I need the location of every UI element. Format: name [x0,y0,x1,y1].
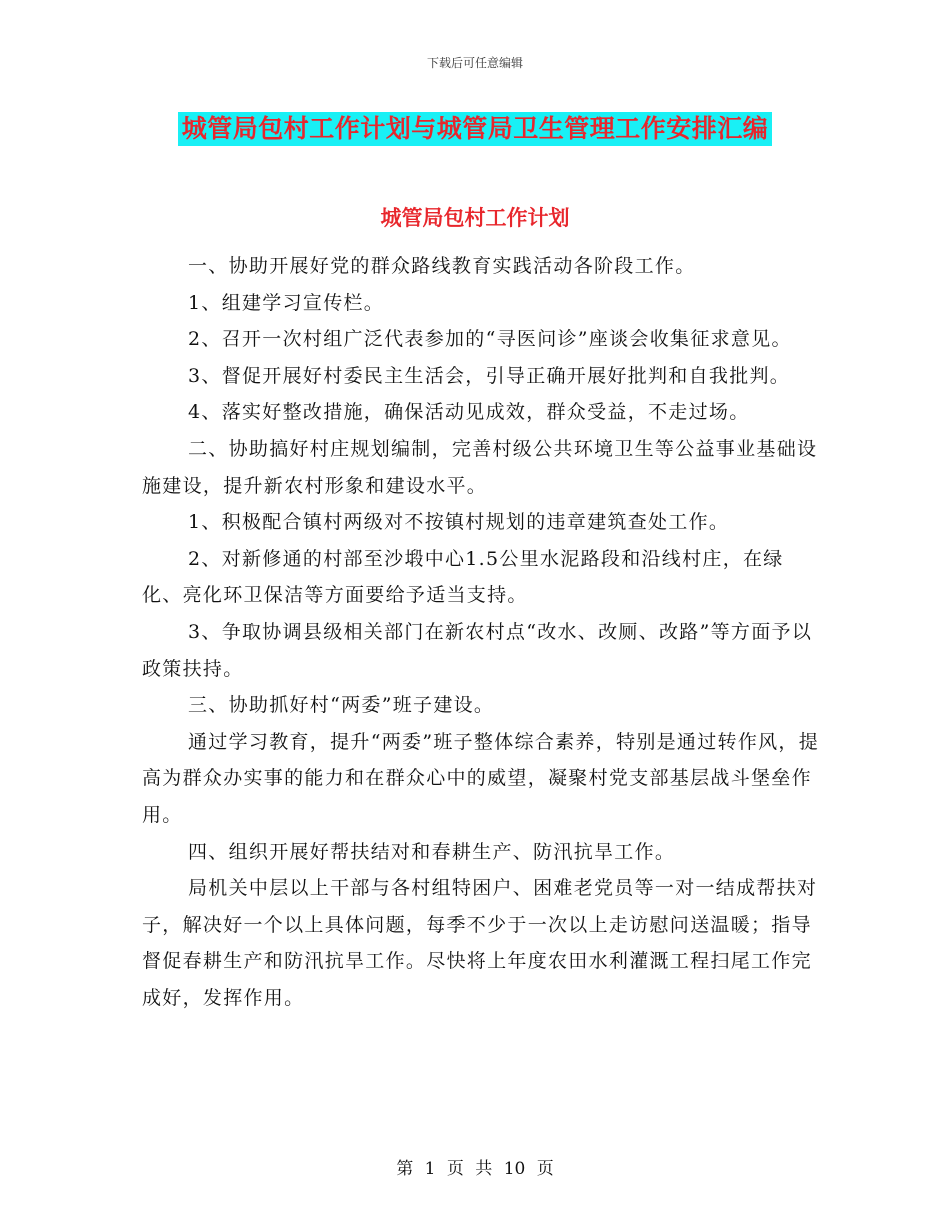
document-title-container [0,112,950,146]
document-title: 城管局包村工作计划与城管局卫生管理工作安排汇编 [178,112,773,146]
paragraph: 一、协助开展好党的群众路线教育实践活动各阶段工作。 [188,255,696,277]
paragraph: 3、督促开展好村委民主生活会，引导正确开展好批判和自我批判。 [188,364,791,387]
paragraph: 3、争取协调县级相关部门在新农村点“改水、改厕、改路”等方面予以政策扶持。 [142,620,813,680]
paragraph: 通过学习教育，提升“两委”班子整体综合素养，特别是通过转作风，提高为群众办实事的能力和在群众心中的威望，凝聚村党支部基层战斗堡垒作用。 [142,730,820,826]
paragraph: 二、协助搞好村庄规划编制，完善村级公共环境卫生等公益事业基础设施建设，提升新农村形象和建设水平。 [142,437,818,497]
header-note: 下载后可任意编辑 [426,56,523,70]
paragraph: 三、协助抓好村“两委”班子建设。 [188,694,495,717]
section-title: 城管局包村工作计划 [380,206,570,230]
paragraph: 四、组织开展好帮扶结对和春耕生产、防汛抗旱工作。 [188,840,676,863]
document-body [142,248,822,1016]
paragraph: 局机关中层以上干部与各村组特困户、困难老党员等一对一结成帮扶对子，解决好一个以上具体问题，每季不少于一次以上走访慰问送温暖；指导督促春耕生产和防汛抗旱工作。尽快将上年度农田水利灌溉工程扫尾工作完成好，发挥作用。 [142,877,818,1009]
paragraph: 2、召开一次村组广泛代表参加的“寻医问诊”座谈会收集征求意见。 [188,328,792,351]
paragraph: 2、对新修通的村部至沙塅中心1.5公里水泥路段和沿线村庄，在绿化、亮化环卫保洁等方面要给予适当支持。 [142,547,784,607]
paragraph: 1、积极配合镇村两级对不按镇村规划的违章建筑查处工作。 [188,511,730,534]
paragraph: 4、落实好整改措施，确保活动见成效，群众受益，不走过场。 [188,401,750,424]
paragraph: 1、组建学习宣传栏。 [188,291,385,314]
page-footer: 第 1 页 共 10 页 [396,1159,554,1179]
